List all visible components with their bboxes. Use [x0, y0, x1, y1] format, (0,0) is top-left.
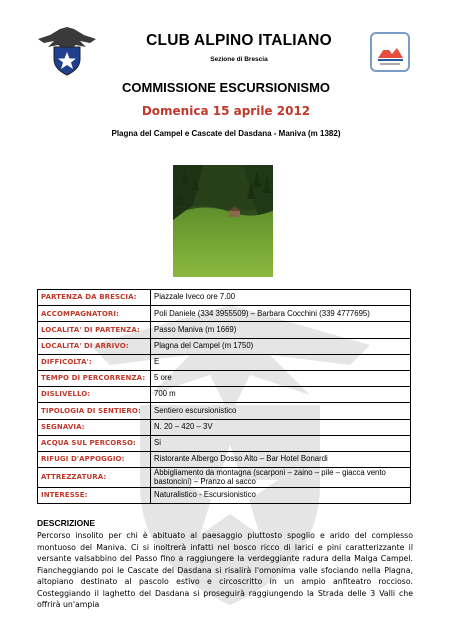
excursion-info-table [37, 289, 411, 504]
info-value: Si [151, 435, 411, 451]
info-value: Abbigliamento da montagna (scarponi – zaino – pile – giacca vento bastoncini) – Pranzo al sacco [151, 468, 411, 488]
info-label: DIFFICOLTA': [38, 354, 151, 370]
info-value: 700 m [151, 387, 411, 403]
route-title: Plagna del Campel e Cascate del Dasdana - Maniva (m 1382) [111, 129, 341, 138]
section-subtitle: Sezione di Brescia [210, 56, 268, 63]
info-label: TEMPO DI PERCORRENZA: [38, 370, 151, 386]
info-label: ACQUA SUL PERCORSO: [38, 435, 151, 451]
info-value: Piazzale Iveco ore 7.00 [151, 290, 411, 306]
info-value: N. 20 – 420 – 3V [151, 419, 411, 435]
commission-title: COMMISSIONE ESCURSIONISMO [121, 80, 331, 95]
description-text: Percorso insolito per chi è abituato al paesaggio piuttosto spoglio e arido del complesso montuoso del Maniva. Ci si inoltrerà infatti nel bosco ricco di larici e pini caratterizzante il versante valsabbino del Passo fino a raggiungere la verdeggiante radura della Malga Campel. Fiancheggiando poi le Cascate del Dasdana si risalirà l'omonima valle sfociando nella Plagna, altopiano destinato al pascolo estivo e circoscritto in un ampio anfiteatro roccioso. Costeggiando il laghetto del Dasdana si proseguirà raggiungendo la Strada delle 3 Valli che offrirà un'ampia [37, 531, 413, 609]
table-row [38, 403, 411, 419]
info-value: Plagna del Campel (m 1750) [151, 338, 411, 354]
info-value: Sentiero escursionistico [151, 403, 411, 419]
table-row [38, 354, 411, 370]
info-label: LOCALITA' DI ARRIVO: [38, 338, 151, 354]
table-row [38, 419, 411, 435]
table-row [38, 322, 411, 338]
table-row [38, 468, 411, 488]
info-value: 5 ore [151, 370, 411, 386]
table-row [38, 488, 411, 504]
table-row [38, 387, 411, 403]
info-label: SEGNAVIA: [38, 419, 151, 435]
table-row [38, 370, 411, 386]
table-row [38, 451, 411, 467]
info-label: TIPOLOGIA DI SENTIERO: [38, 403, 151, 419]
description-heading: DESCRIZIONE [37, 518, 96, 528]
info-value: Passo Maniva (m 1669) [151, 322, 411, 338]
info-value: Ristorante Albergo Dosso Alto – Bar Hotel Bonardi [151, 451, 411, 467]
info-label: RIFUGI D'APPOGGIO: [38, 451, 151, 467]
info-label: INTERESSE: [38, 488, 151, 504]
info-label: ACCOMPAGNATORI: [38, 306, 151, 322]
event-date: Domenica 15 aprile 2012 [141, 104, 311, 118]
info-label: DISLIVELLO: [38, 387, 151, 403]
table-row [38, 290, 411, 306]
info-value: Naturalistico - Escursionistico [151, 488, 411, 504]
info-label: ATTREZZATURA: [38, 468, 151, 488]
table-row [38, 338, 411, 354]
info-label: LOCALITA' DI PARTENZA: [38, 322, 151, 338]
table-row [38, 435, 411, 451]
info-value: Poli Daniele (334 3955509) – Barbara Cocchini (339 4777695) [151, 306, 411, 322]
table-row [38, 306, 411, 322]
organization-title: CLUB ALPINO ITALIANO [146, 32, 332, 49]
landscape-photo [173, 165, 273, 277]
info-value: E [151, 354, 411, 370]
info-label: PARTENZA DA BRESCIA: [38, 290, 151, 306]
